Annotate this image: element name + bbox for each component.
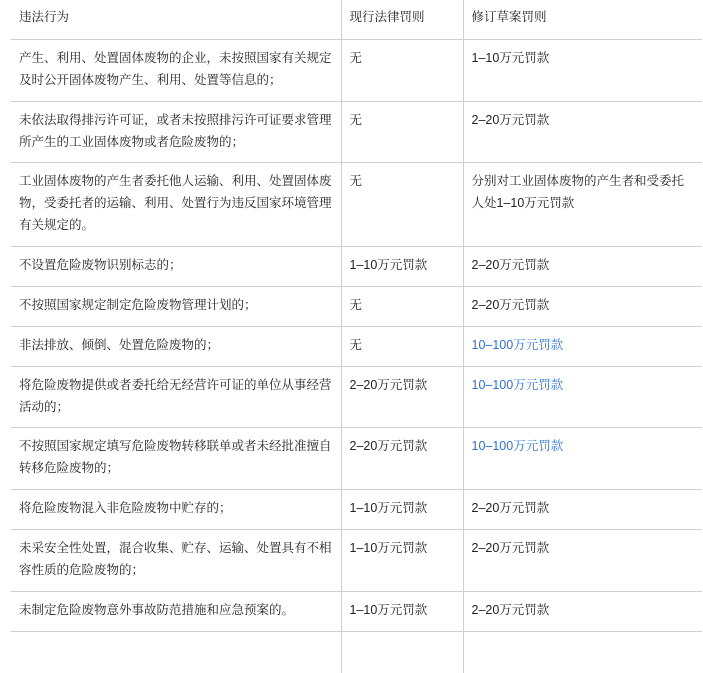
cell-violation: 产生、利用、处置固体废物的企业，未按照国家有关规定及时公开固体废物产生、利用、处置等信息的； <box>11 39 341 101</box>
table-header <box>11 0 702 39</box>
revised-penalty-text: 2–20万元罚款 <box>471 258 550 272</box>
cell-current-penalty: 无 <box>341 286 463 326</box>
cell-violation: 不设置危险废物识别标志的； <box>11 247 341 287</box>
revised-penalty-text: 2–20万元罚款 <box>471 112 550 127</box>
cell-current-penalty: 1–10万元罚款 <box>341 530 463 592</box>
cell-current-penalty: 1–10万元罚款 <box>341 247 463 287</box>
revised-penalty-text: 1–10万元罚款 <box>471 50 550 65</box>
cell-current-penalty: 2–20万元罚款 <box>341 366 463 428</box>
cell-current-penalty: 无 <box>341 101 463 163</box>
revised-penalty-text: 2–20万元罚款 <box>471 297 550 312</box>
cell-revised-penalty <box>463 286 702 326</box>
cell-revised-penalty <box>463 163 702 247</box>
penalty-comparison-table <box>11 0 702 673</box>
table-header-row <box>11 0 702 39</box>
cell-revised-penalty <box>463 366 702 428</box>
table-row <box>11 286 702 326</box>
table-body <box>11 39 702 672</box>
cell-revised-penalty <box>463 326 702 366</box>
cell-revised-penalty <box>463 247 702 287</box>
table-row <box>11 591 702 631</box>
table-row <box>11 326 702 366</box>
table-row <box>11 101 702 163</box>
cell-violation: 将危险废物混入非危险废物中贮存的； <box>11 490 341 530</box>
cell-current-penalty: 无 <box>341 326 463 366</box>
cell-violation: 不按照国家规定制定危险废物管理计划的； <box>11 286 341 326</box>
cell-revised-penalty <box>463 490 702 530</box>
revised-penalty-text: 2–20万元罚款 <box>471 541 550 555</box>
revised-penalty-text: 2–20万元罚款 <box>471 602 550 617</box>
table-row <box>11 490 702 530</box>
table-bottom-spacer <box>11 631 702 673</box>
cell-revised-penalty <box>463 101 702 163</box>
spacer-cell <box>463 631 702 673</box>
cell-violation: 未采安全性处置，混合收集、贮存、运输、处置具有不相容性质的危险废物的； <box>11 530 341 592</box>
column-header-revised-penalty: 修订草案罚则 <box>463 0 702 39</box>
revised-penalty-text: 2–20万元罚款 <box>471 501 550 516</box>
cell-current-penalty: 1–10万元罚款 <box>341 490 463 530</box>
cell-violation: 工业固体废物的产生者委托他人运输、利用、处置固体废物，受委托者的运输、利用、处置行为违反国家环境管理有关规定的。 <box>11 163 341 247</box>
cell-current-penalty: 2–20万元罚款 <box>341 428 463 490</box>
revised-penalty-highlighted: 10–100万元罚款 <box>471 377 564 392</box>
cell-current-penalty: 无 <box>341 163 463 247</box>
table-row <box>11 39 702 101</box>
spacer-cell <box>341 631 463 673</box>
table-row <box>11 366 702 428</box>
cell-revised-penalty <box>463 591 702 631</box>
column-header-current-penalty: 现行法律罚则 <box>341 0 463 39</box>
cell-revised-penalty <box>463 39 702 101</box>
column-header-violation: 违法行为 <box>11 0 341 39</box>
cell-violation: 将危险废物提供或者委托给无经营许可证的单位从事经营活动的； <box>11 366 341 428</box>
cell-violation: 不按照国家规定填写危险废物转移联单或者未经批准擅自转移危险废物的； <box>11 428 341 490</box>
table-row <box>11 530 702 592</box>
revised-penalty-highlighted: 10–100万元罚款 <box>471 337 564 352</box>
cell-revised-penalty <box>463 530 702 592</box>
table-row <box>11 163 702 247</box>
revised-penalty-text: 分别对工业固体废物的产生者和受委托人处1–10万元罚款 <box>471 174 685 211</box>
cell-current-penalty: 无 <box>341 39 463 101</box>
cell-violation: 未依法取得排污许可证，或者未按照排污许可证要求管理所产生的工业固体废物或者危险废物的； <box>11 101 341 163</box>
table-row <box>11 247 702 287</box>
cell-revised-penalty <box>463 428 702 490</box>
spacer-cell <box>11 631 341 673</box>
cell-violation: 非法排放、倾倒、处置危险废物的； <box>11 326 341 366</box>
table-row <box>11 428 702 490</box>
revised-penalty-highlighted: 10–100万元罚款 <box>471 439 564 454</box>
cell-current-penalty: 1–10万元罚款 <box>341 591 463 631</box>
cell-violation: 未制定危险废物意外事故防范措施和应急预案的。 <box>11 591 341 631</box>
